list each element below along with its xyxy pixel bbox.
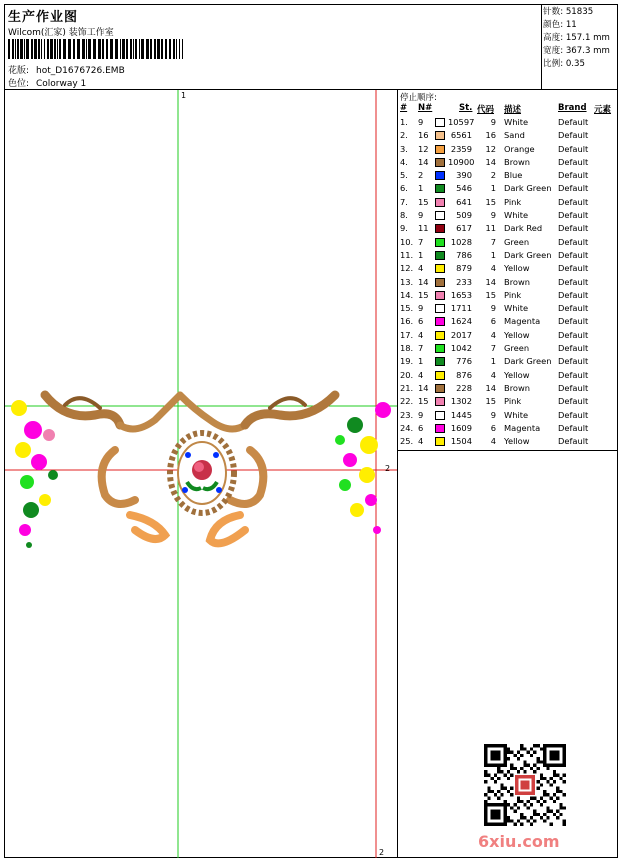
row-brand: Default <box>558 236 589 247</box>
row-index: 18. <box>400 343 414 354</box>
row-code: 7 <box>490 343 496 354</box>
right-floral-cluster <box>335 402 391 534</box>
row-needle: 14 <box>418 156 429 167</box>
row-stitches: 776 <box>456 356 472 367</box>
row-description: White <box>504 303 529 314</box>
row-needle: 15 <box>418 396 429 407</box>
row-code: 1 <box>490 356 496 367</box>
lower-right-panel <box>398 451 618 858</box>
row-code: 9 <box>490 303 496 314</box>
color-swatch <box>435 278 445 287</box>
row-index: 14. <box>400 289 414 300</box>
row-needle: 7 <box>418 236 424 247</box>
row-description: Yellow <box>504 436 530 447</box>
color-swatch <box>435 238 445 247</box>
row-code: 16 <box>485 130 496 141</box>
row-index: 24. <box>400 422 414 433</box>
header-panel <box>5 5 542 90</box>
row-stitches: 617 <box>456 223 472 234</box>
row-stitches: 509 <box>456 210 472 221</box>
row-brand: Default <box>558 329 589 340</box>
header-brand: Brand <box>558 103 587 113</box>
row-index: 2. <box>400 130 408 141</box>
table-body <box>398 116 618 448</box>
row-brand: Default <box>558 422 589 433</box>
row-code: 7 <box>490 236 496 247</box>
row-index: 25. <box>400 436 414 447</box>
table-row <box>398 129 618 142</box>
row-stitches: 2017 <box>450 329 472 340</box>
row-needle: 14 <box>418 276 429 287</box>
row-description: Dark Green <box>504 183 552 194</box>
row-stitches: 786 <box>456 249 472 260</box>
row-needle: 4 <box>418 369 424 380</box>
table-row <box>398 156 618 169</box>
table-row <box>398 222 618 235</box>
row-description: Pink <box>504 289 522 300</box>
row-stitches: 879 <box>456 263 472 274</box>
row-needle: 2 <box>418 170 424 181</box>
row-index: 5. <box>400 170 408 181</box>
row-description: Brown <box>504 156 531 167</box>
row-description: Blue <box>504 170 523 181</box>
header-code: 代码 <box>477 105 495 115</box>
row-brand: Default <box>558 196 589 207</box>
design-file-line <box>8 63 125 76</box>
color-swatch <box>435 291 445 300</box>
row-index: 23. <box>400 409 414 420</box>
row-description: Dark Red <box>504 223 543 234</box>
table-title: 停止顺序: <box>400 93 437 103</box>
row-brand: Default <box>558 263 589 274</box>
row-stitches: 1609 <box>450 422 472 433</box>
row-stitches: 6561 <box>450 130 472 141</box>
table-row <box>398 382 618 395</box>
row-description: Magenta <box>504 422 541 433</box>
row-brand: Default <box>558 117 589 127</box>
table-row <box>398 249 618 262</box>
row-code: 6 <box>490 316 496 327</box>
row-brand: Default <box>558 170 589 181</box>
row-brand: Default <box>558 210 589 221</box>
row-stitches: 1504 <box>450 436 472 447</box>
table-row <box>398 169 618 182</box>
row-index: 12. <box>400 263 414 274</box>
row-index: 11. <box>400 249 414 260</box>
row-brand: Default <box>558 396 589 407</box>
row-code: 4 <box>490 369 496 380</box>
row-brand: Default <box>558 223 589 234</box>
table-row <box>398 236 618 249</box>
colorway-value: Colorway 1 <box>36 79 87 89</box>
row-stitches: 2359 <box>450 143 472 154</box>
guide-marker-right: 2 <box>385 464 391 473</box>
row-stitches: 1711 <box>450 303 472 314</box>
row-stitches: 1028 <box>450 236 472 247</box>
row-index: 3. <box>400 143 408 154</box>
header-index: # <box>400 103 408 113</box>
row-index: 21. <box>400 382 414 393</box>
row-needle: 9 <box>418 210 424 221</box>
row-code: 1 <box>490 183 496 194</box>
row-code: 4 <box>490 263 496 274</box>
row-description: Pink <box>504 196 522 207</box>
row-brand: Default <box>558 316 589 327</box>
stat-scale: 比例: 0.35 <box>543 59 585 69</box>
row-brand: Default <box>558 369 589 380</box>
row-needle: 4 <box>418 263 424 274</box>
stats-panel <box>542 5 618 90</box>
row-stitches: 1042 <box>450 343 472 354</box>
qr-code-image <box>484 744 566 826</box>
row-code: 14 <box>485 276 496 287</box>
row-stitches: 390 <box>456 170 472 181</box>
row-code: 4 <box>490 436 496 447</box>
row-code: 11 <box>485 223 496 234</box>
row-code: 12 <box>485 143 496 154</box>
row-description: Brown <box>504 382 531 393</box>
row-stitches: 228 <box>456 382 472 393</box>
row-code: 15 <box>485 396 496 407</box>
row-index: 15. <box>400 303 414 314</box>
row-brand: Default <box>558 436 589 447</box>
row-description: Sand <box>504 130 525 141</box>
row-index: 13. <box>400 276 414 287</box>
row-index: 8. <box>400 210 408 221</box>
row-code: 15 <box>485 289 496 300</box>
row-code: 2 <box>490 170 496 181</box>
row-index: 9. <box>400 223 408 234</box>
production-worksheet <box>4 4 618 858</box>
row-needle: 12 <box>418 143 429 154</box>
row-needle: 9 <box>418 303 424 314</box>
header-description: 描述 <box>504 105 522 115</box>
table-row <box>398 355 618 368</box>
row-needle: 7 <box>418 343 424 354</box>
embroidery-preview-image <box>5 90 398 858</box>
color-swatch <box>435 437 445 446</box>
colorway-label: 色位: <box>8 79 30 89</box>
table-row <box>398 369 618 382</box>
row-description: Dark Green <box>504 249 552 260</box>
row-description: White <box>504 210 529 221</box>
row-description: Magenta <box>504 316 541 327</box>
row-description: Yellow <box>504 329 530 340</box>
row-needle: 14 <box>418 382 429 393</box>
row-description: Yellow <box>504 263 530 274</box>
color-swatch <box>435 357 445 366</box>
row-stitches: 1653 <box>450 289 472 300</box>
color-swatch <box>435 211 445 220</box>
row-brand: Default <box>558 183 589 194</box>
row-code: 6 <box>490 422 496 433</box>
row-index: 7. <box>400 196 408 207</box>
row-brand: Default <box>558 382 589 393</box>
row-stitches: 1302 <box>450 396 472 407</box>
color-swatch <box>435 424 445 433</box>
row-stitches: 10597 <box>448 117 475 127</box>
row-description: White <box>504 117 529 127</box>
row-description: Yellow <box>504 369 530 380</box>
header-element: 元素 <box>594 105 612 115</box>
color-swatch <box>435 371 445 380</box>
color-swatch <box>435 131 445 140</box>
stat-width: 宽度: 367.3 mm <box>543 46 610 56</box>
row-brand: Default <box>558 343 589 354</box>
row-brand: Default <box>558 143 589 154</box>
color-swatch <box>435 171 445 180</box>
header-needle: N# <box>418 103 433 113</box>
row-stitches: 10900 <box>448 156 475 167</box>
watermark-text: 6xiu.com <box>478 832 560 851</box>
row-brand: Default <box>558 303 589 314</box>
row-needle: 16 <box>418 130 429 141</box>
table-row <box>398 196 618 209</box>
row-needle: 15 <box>418 196 429 207</box>
row-stitches: 1445 <box>450 409 472 420</box>
color-swatch <box>435 264 445 273</box>
guide-marker-top: 1 <box>181 91 187 100</box>
row-description: Green <box>504 343 530 354</box>
colorway-line <box>8 76 86 89</box>
row-stitches: 641 <box>456 196 472 207</box>
row-code: 1 <box>490 249 496 260</box>
row-description: White <box>504 409 529 420</box>
row-brand: Default <box>558 409 589 420</box>
table-row <box>398 143 618 156</box>
table-row <box>398 289 618 302</box>
header-stitches: St. <box>459 103 473 113</box>
studio-subtitle: Wilcom(汇家) 装饰工作室 <box>8 28 114 38</box>
color-swatch <box>435 198 445 207</box>
row-brand: Default <box>558 249 589 260</box>
color-swatch <box>435 384 445 393</box>
row-needle: 6 <box>418 316 424 327</box>
color-swatch <box>435 158 445 167</box>
table-row <box>398 116 618 129</box>
row-code: 15 <box>485 196 496 207</box>
row-index: 20. <box>400 369 414 380</box>
table-row <box>398 182 618 195</box>
row-code: 9 <box>490 117 496 127</box>
row-needle: 15 <box>418 289 429 300</box>
row-index: 22. <box>400 396 414 407</box>
barcode-image <box>8 39 183 59</box>
rose-medallion <box>170 433 234 513</box>
row-description: Dark Green <box>504 356 552 367</box>
row-description: Brown <box>504 276 531 287</box>
color-swatch <box>435 331 445 340</box>
table-row <box>398 315 618 328</box>
table-header <box>398 103 618 115</box>
row-index: 19. <box>400 356 414 367</box>
row-code: 9 <box>490 409 496 420</box>
table-row <box>398 302 618 315</box>
row-description: Green <box>504 236 530 247</box>
color-swatch <box>435 118 445 127</box>
color-swatch <box>435 184 445 193</box>
row-needle: 4 <box>418 436 424 447</box>
row-description: Orange <box>504 143 535 154</box>
row-brand: Default <box>558 276 589 287</box>
row-needle: 9 <box>418 117 424 127</box>
row-code: 4 <box>490 329 496 340</box>
stat-height: 高度: 157.1 mm <box>543 33 610 43</box>
table-row <box>398 329 618 342</box>
row-needle: 11 <box>418 223 429 234</box>
row-needle: 1 <box>418 183 424 194</box>
row-stitches: 546 <box>456 183 472 194</box>
guide-marker-bottom: 2 <box>379 848 385 857</box>
color-swatch <box>435 145 445 154</box>
color-swatch <box>435 397 445 406</box>
color-swatch <box>435 224 445 233</box>
table-row <box>398 409 618 422</box>
table-row <box>398 422 618 435</box>
design-file-value: hot_D1676726.EMB <box>36 66 125 76</box>
design-preview <box>5 90 398 858</box>
row-index: 10. <box>400 236 414 247</box>
stat-stitches: 针数: 51835 <box>543 7 594 17</box>
row-brand: Default <box>558 356 589 367</box>
row-index: 4. <box>400 156 408 167</box>
row-index: 1. <box>400 117 408 127</box>
row-index: 17. <box>400 329 414 340</box>
row-brand: Default <box>558 130 589 141</box>
color-swatch <box>435 251 445 260</box>
row-description: Pink <box>504 396 522 407</box>
row-code: 9 <box>490 210 496 221</box>
row-brand: Default <box>558 156 589 167</box>
row-code: 14 <box>485 382 496 393</box>
table-row <box>398 395 618 408</box>
color-swatch <box>435 317 445 326</box>
left-floral-cluster <box>11 400 58 548</box>
stop-sequence-table <box>398 90 618 451</box>
row-index: 6. <box>400 183 408 194</box>
design-file-label: 花版: <box>8 66 30 76</box>
row-needle: 9 <box>418 409 424 420</box>
table-row <box>398 209 618 222</box>
stat-colors: 颜色: 11 <box>543 20 577 30</box>
row-needle: 1 <box>418 356 424 367</box>
table-row <box>398 276 618 289</box>
row-needle: 6 <box>418 422 424 433</box>
row-stitches: 233 <box>456 276 472 287</box>
table-row <box>398 435 618 448</box>
color-swatch <box>435 411 445 420</box>
row-stitches: 1624 <box>450 316 472 327</box>
row-brand: Default <box>558 289 589 300</box>
row-stitches: 876 <box>456 369 472 380</box>
table-row <box>398 342 618 355</box>
row-needle: 1 <box>418 249 424 260</box>
color-swatch <box>435 304 445 313</box>
row-index: 16. <box>400 316 414 327</box>
row-needle: 4 <box>418 329 424 340</box>
color-swatch <box>435 344 445 353</box>
row-code: 14 <box>485 156 496 167</box>
table-row <box>398 262 618 275</box>
page-title: 生产作业图 <box>8 10 79 25</box>
